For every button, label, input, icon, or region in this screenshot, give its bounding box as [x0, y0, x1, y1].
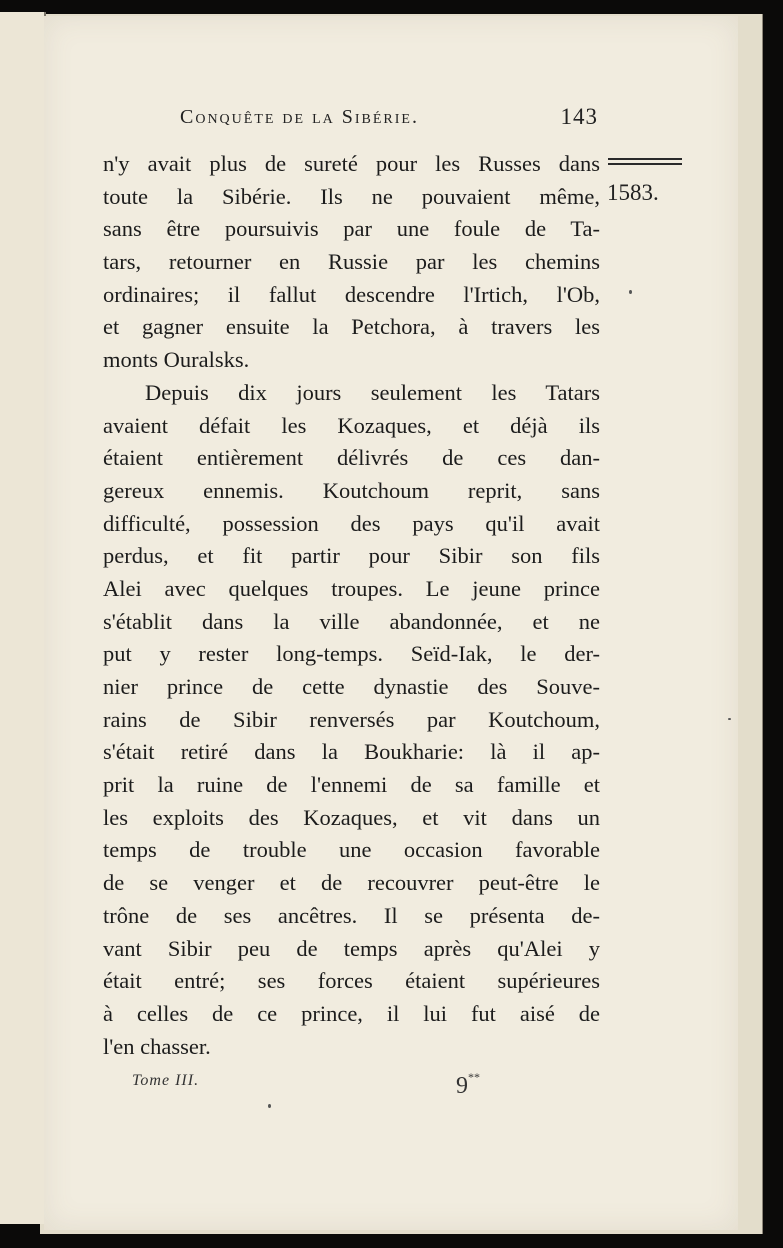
- text-line: s'était retiré dans la Boukharie: là il ap-: [103, 739, 600, 765]
- footer-signature: [456, 1070, 480, 1100]
- text-line: et gagner ensuite la Petchora, à travers les: [103, 314, 600, 340]
- running-head: [180, 106, 600, 132]
- text-line: tars, retourner en Russie par les chemins: [103, 249, 600, 275]
- text-line: gereux ennemis. Koutchoum reprit, sans: [103, 477, 600, 503]
- text-line: avaient défait les Kozaques, et déjà ils: [103, 412, 600, 438]
- text-line: rains de Sibir renversés par Koutchoum,: [103, 706, 600, 732]
- text-line: sans être poursuivis par une foule de Ta-: [103, 216, 600, 242]
- text-line: prit la ruine de l'ennemi de sa famille et: [103, 772, 600, 798]
- paper-speck: [728, 718, 731, 720]
- text-line: Alei avec quelques troupes. Le jeune prince: [103, 575, 600, 601]
- text-line: à celles de ce prince, il lui fut aisé de: [103, 1000, 600, 1026]
- text-line: ordinaires; il fallut descendre l'Irtich, l'Ob,: [103, 281, 600, 307]
- page-number: 143: [560, 104, 598, 129]
- text-line: était entré; ses forces étaient supérieures: [103, 968, 600, 994]
- running-head-title: Conquête de la Sibérie.: [180, 106, 419, 128]
- text-line: monts Ouralsks.: [103, 347, 250, 373]
- left-page-edge: [0, 12, 46, 1224]
- text-line: difficulté, possession des pays qu'il avait: [103, 510, 600, 536]
- body-text: [103, 148, 600, 1063]
- text-line: vant Sibir peu de temps après qu'Alei y: [103, 935, 600, 961]
- text-line: les exploits des Kozaques, et vit dans un: [103, 804, 600, 830]
- text-line: nier prince de cette dynastie des Souve-: [103, 674, 600, 699]
- text-line: Depuis dix jours seulement les Tatars: [145, 379, 600, 405]
- margin-rule-ornament: [608, 158, 682, 172]
- footer-volume: Tome III.: [132, 1072, 200, 1089]
- paper-speck: [268, 1104, 271, 1108]
- text-line: de se venger et de recouvrer peut-être le: [103, 870, 600, 896]
- text-line: l'en chasser.: [103, 1033, 211, 1059]
- text-line: perdus, et fit partir pour Sibir son fils: [103, 543, 600, 569]
- text-line: étaient entièrement délivrés de ces dan-: [103, 445, 600, 471]
- text-line: temps de trouble une occasion favorable: [103, 837, 600, 863]
- signature-mark: **: [468, 1070, 480, 1084]
- text-line: toute la Sibérie. Ils ne pouvaient même,: [103, 183, 600, 209]
- text-line: put y rester long-temps. Seïd-Iak, le der-: [103, 641, 600, 667]
- text-line: n'y avait plus de sureté pour les Russes dans: [103, 151, 600, 176]
- text-line: trône de ses ancêtres. Il se présenta de-: [103, 902, 600, 928]
- signature-number: 9: [456, 1073, 468, 1099]
- margin-year-note: 1583.: [607, 180, 659, 205]
- text-line: s'établit dans la ville abandonnée, et ne: [103, 608, 600, 634]
- paper-speck: [629, 290, 632, 294]
